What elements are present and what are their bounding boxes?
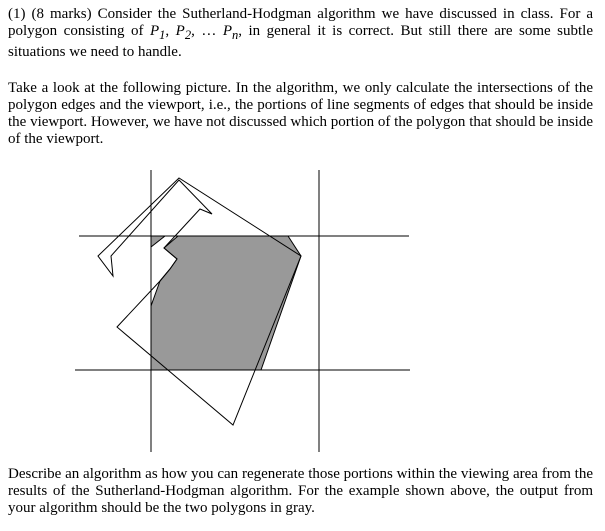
pn-subscript: n xyxy=(232,28,239,42)
p1-symbol: P xyxy=(150,23,160,39)
p2-symbol: P xyxy=(175,23,185,39)
p1-subscript: 1 xyxy=(159,28,166,42)
rest-text: , in general it is correct. But still there are some subtle situations we need to handle. xyxy=(8,23,593,60)
intro-text: (1) (8 marks) Consider the Sutherland-Hodgman algorithm we have discussed in class. For a polygon consisting of xyxy=(8,6,593,39)
paragraph-task: Describe an algorithm as how you can regenerate those portions within the viewing area from the results of the Sutherland-Hodgman algorithm. For the example shown above, the output from your algorithm should be the two polygons in gray. xyxy=(8,466,593,516)
paragraph-picture-description: Take a look at the following picture. In the algorithm, we only calculate the intersections of the polygon edges and the viewport, i.e., the portions of line segments of edges that should be inside the viewport. However, we have not discussed which portion of the polygon that should be inside of the viewport. xyxy=(8,80,593,147)
pn-symbol: P xyxy=(222,23,233,39)
p2-subscript: 2 xyxy=(184,28,192,42)
gray-clipped-polygon-small xyxy=(151,236,165,247)
sep1-text: , xyxy=(165,23,176,39)
sep2-text: , … xyxy=(191,23,223,39)
